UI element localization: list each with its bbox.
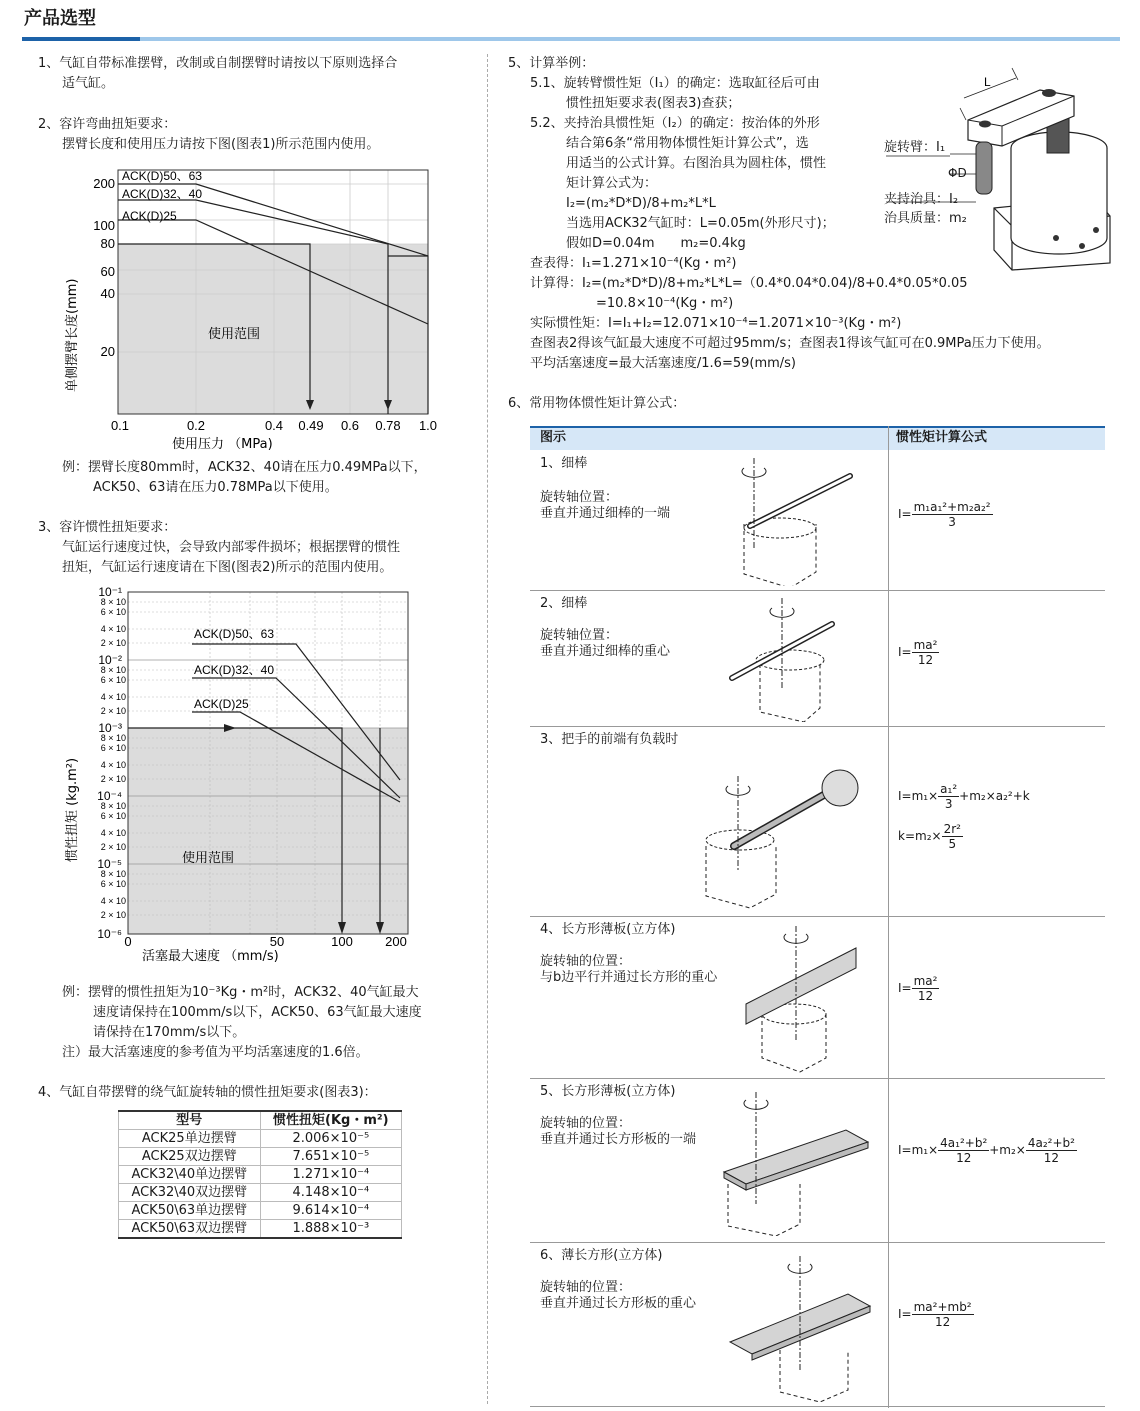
chart1-series-1: ACK(D)50、63 [122, 169, 203, 183]
svg-text:8 × 10: 8 × 10 [100, 801, 126, 811]
chart2-ytick-major: 10⁻² [98, 653, 122, 667]
svg-text:6 × 10: 6 × 10 [100, 675, 126, 685]
chart2-ytick-major: 10⁻⁵ [97, 857, 122, 871]
chart1-xtick: 0.1 [110, 418, 130, 433]
svg-text:8 × 10: 8 × 10 [100, 597, 126, 607]
table-row: 6、薄长方形(立方体) 旋转轴的位置： 垂直并通过长方形板的重心 I= $\frac{\text{ma²+mb²}}{12}$ [530, 1242, 1105, 1407]
section-2-desc: 摆臂长度和使用压力请按下图(图表1)所示范围内使用。 [62, 137, 380, 152]
svg-text:8 × 10: 8 × 10 [100, 869, 126, 879]
section-1-line2: 适气缸。 [62, 76, 115, 91]
example-1-line2: ACK50、63请在压力0.78MPa以下使用。 [93, 480, 338, 495]
chart1-xlabel: 使用压力 （MPa) [172, 437, 273, 452]
chart2-xtick: 50 [269, 934, 285, 949]
calc-line: 当选用ACK32气缸时：L=0.05m(外形尺寸)； [566, 216, 835, 231]
chart1-xtick: 0.2 [186, 418, 206, 433]
chart1-xtick: 1.0 [418, 418, 438, 433]
clamp-cylinder-illustration [884, 58, 1114, 278]
example-1-line1: 例：摆臂长度80mm时，ACK32、40请在压力0.49MPa以下， [62, 460, 427, 475]
chart2-series-2: ACK(D)32、40 [194, 663, 275, 677]
table-header: 惯性扭矩(Kg・m²) [260, 1111, 401, 1130]
chart2-ytick-major: 10⁻⁶ [97, 927, 122, 941]
chart2-ytick-major: 10⁻¹ [98, 585, 122, 599]
svg-text:6 × 10: 6 × 10 [100, 607, 126, 617]
svg-text:4 × 10: 4 × 10 [100, 692, 126, 702]
svg-text:2 × 10: 2 × 10 [100, 706, 126, 716]
calc-line: 计算得：I₂=(m₂*D*D)/8+m₂*L*L=（0.4*0.04*0.04)/8+0.4*0.05*0.05 [530, 276, 968, 291]
chart1-ytick: 80 [100, 236, 115, 251]
chart1-ytick: 40 [100, 286, 115, 301]
example-2-line1: 例：摆臂的惯性扭矩为10⁻³Kg・m²时，ACK32、40气缸最大 [62, 985, 419, 1000]
table-row: ACK32\40双边摆臂 4.148×10⁻⁴ [119, 1184, 402, 1202]
chart2-xtick: 200 [385, 934, 407, 949]
table-row: 2、细棒 旋转轴位置： 垂直并通过细棒的重心 I= $\frac{\text{ma²}}{12}$ [530, 590, 1105, 727]
table-header: 型号 [119, 1111, 261, 1130]
calc-line: 实际惯性矩：I=I₁+I₂=12.071×10⁻⁴=1.2071×10⁻³(Kg・m²) [530, 316, 902, 331]
section-6-title: 6、常用物体惯性矩计算公式： [508, 396, 686, 411]
calc-line: 查图表2得该气缸最大速度不可超过95mm/s；查图表1得该气缸可在0.9MPa压力下使用。 [530, 336, 1050, 351]
chart1-series-3: ACK(D)25 [122, 209, 177, 223]
calc-line: 用适当的公式计算。右图治具为圆柱体，惯性 [566, 156, 827, 171]
section-5-title: 5、计算举例： [508, 56, 595, 71]
chart2-series-1: ACK(D)50、63 [194, 627, 275, 641]
page-title: 产品选型 [24, 8, 96, 29]
header-rule [22, 37, 1120, 41]
svg-text:2 × 10: 2 × 10 [100, 774, 126, 784]
table-row: 1、细棒 旋转轴位置： 垂直并通过细棒的一端 I= $\frac{\text{m₁a₁²+m₂a₂²}}{3}$ [530, 450, 1105, 591]
example-2-line2: 速度请保持在100mm/s以下，ACK50、63气缸最大速度 [93, 1005, 422, 1020]
table-row: 4、长方形薄板(立方体) 旋转轴的位置： 与b边平行并通过长方形的重心 I= $\frac{\text{ma²}}{12}$ [530, 916, 1105, 1079]
thin-rod-end-figure [730, 454, 880, 586]
inertia-spec-table [118, 1110, 402, 1239]
chart1-ytick: 60 [100, 264, 115, 279]
svg-text:2 × 10: 2 × 10 [100, 910, 126, 920]
section-3-title: 3、容许惯性扭矩要求： [38, 520, 177, 535]
calc-line: I₂=(m₂*D*D)/8+m₂*L*L [566, 196, 716, 211]
svg-text:4 × 10: 4 × 10 [100, 828, 126, 838]
table-row: ACK32\40单边摆臂 1.271×10⁻⁴ [119, 1166, 402, 1184]
svg-text:2 × 10: 2 × 10 [100, 842, 126, 852]
rect-plate-center-figure [730, 922, 880, 1074]
section-3-line2: 气缸运行速度过快，会导致内部零件损坏；根据摆臂的惯性 [62, 540, 401, 555]
inertia-formula-table [530, 426, 1105, 1408]
chart1-xtick: 0.78 [375, 418, 401, 433]
chart1-xtick: 0.6 [340, 418, 360, 433]
chart2-zone: 使用范围 [182, 851, 235, 866]
label-arm: 旋转臂：I₁ [884, 140, 946, 155]
calc-line: 假如D=0.04m m₂=0.4kg [566, 236, 746, 251]
calc-line: 查表得：I₁=1.271×10⁻⁴(Kg・m²) [530, 256, 737, 271]
section-2-title: 2、容许弯曲扭矩要求： [38, 117, 177, 132]
column-divider [487, 54, 488, 1404]
chart1-ytick: 200 [93, 176, 115, 191]
chart1-ytick: 100 [93, 218, 115, 233]
chart1-zone: 使用范围 [208, 327, 261, 342]
calc-line: 平均活塞速度=最大活塞速度/1.6=59(mm/s) [530, 356, 797, 371]
svg-text:6 × 10: 6 × 10 [100, 811, 126, 821]
example-2-line3: 请保持在170mm/s以下。 [93, 1025, 246, 1040]
rect-plate-end-figure [720, 1086, 880, 1236]
label-mass: 治具质量：m₂ [884, 211, 967, 226]
svg-text:6 × 10: 6 × 10 [100, 743, 126, 753]
ftable-header: 图示 [540, 430, 567, 445]
table-row: ACK50\63双边摆臂 1.888×10⁻³ [119, 1220, 402, 1239]
calc-line: 结合第6条“常用物体惯性矩计算公式”，选 [566, 136, 809, 151]
section-3-line3: 扭矩，气缸运行速度请在下图(图表2)所示的范围内使用。 [62, 560, 393, 575]
calc-line: 矩计算公式为： [566, 176, 658, 191]
chart2-series-3: ACK(D)25 [194, 697, 249, 711]
bending-torque-chart [60, 160, 460, 455]
label-fixture: 夹持治具：I₂ [884, 192, 959, 207]
svg-text:8 × 10: 8 × 10 [100, 733, 126, 743]
chart1-ytick: 20 [100, 344, 115, 359]
svg-text:2 × 10: 2 × 10 [100, 638, 126, 648]
label-phi-d: ΦD [948, 166, 967, 180]
table-row: ACK25单边摆臂 2.006×10⁻⁵ [119, 1130, 402, 1148]
chart2-xtick: 100 [331, 934, 353, 949]
table-row: ACK25双边摆臂 7.651×10⁻⁵ [119, 1148, 402, 1166]
svg-text:4 × 10: 4 × 10 [100, 624, 126, 634]
chart2-ylabel: 惯性扭矩 (kg.m²) [65, 757, 80, 862]
ftable-header: 惯性矩计算公式 [896, 430, 988, 445]
note: 注）最大活塞速度的参考值为平均活塞速度的1.6倍。 [62, 1045, 369, 1060]
section-1-line1: 1、气缸自带标准摆臂，改制或自制摆臂时请按以下原则选择合 [38, 56, 398, 71]
calc-line: 5.1、旋转臂惯性矩（I₁）的确定：选取缸径后可由 [530, 76, 820, 91]
chart1-xtick: 0.49 [298, 418, 324, 433]
handle-load-figure [700, 736, 886, 912]
chart2-ytick-major: 10⁻⁴ [97, 789, 122, 803]
table-row: 3、把手的前端有负载时 I=m₁× $\frac{\text{a₁²}}{3}$ +m₂×a₂²+k k=m₂× $\frac{\text{2r²}}{5}$ [530, 726, 1105, 917]
chart2-xtick: 0 [124, 934, 132, 949]
inertia-torque-chart [60, 580, 420, 968]
svg-text:6 × 10: 6 × 10 [100, 879, 126, 889]
svg-text:4 × 10: 4 × 10 [100, 760, 126, 770]
thin-rod-center-figure [720, 594, 880, 722]
chart2-xlabel: 活塞最大速度 （mm/s) [142, 949, 279, 964]
label-L: L [984, 75, 991, 89]
calc-line: 惯性扭矩要求表(图表3)查获； [566, 96, 741, 111]
calc-line: 5.2、夹持治具惯性矩（I₂）的确定：按治体的外形 [530, 116, 820, 131]
chart2-ytick-major: 10⁻³ [98, 721, 122, 735]
thin-rect-center-figure [720, 1250, 880, 1402]
section-4-title: 4、气缸自带摆臂的绕气缸旋转轴的惯性扭矩要求(图表3)： [38, 1085, 377, 1100]
svg-text:8 × 10: 8 × 10 [100, 665, 126, 675]
chart1-ylabel: 单侧摆臂长度(mm) [65, 278, 80, 392]
table-row: ACK50\63单边摆臂 9.614×10⁻⁴ [119, 1202, 402, 1220]
table-row: 5、长方形薄板(立方体) 旋转轴的位置： 垂直并通过长方形板的一端 I=m₁× $\frac{\text{4a₁²+b²}}{12}$ +m₂× $\frac{\text{4a₂²+b²}}{12}$ [530, 1078, 1105, 1243]
svg-text:4 × 10: 4 × 10 [100, 896, 126, 906]
calc-line: =10.8×10⁻⁴(Kg・m²) [596, 296, 734, 311]
chart1-xtick: 0.4 [264, 418, 284, 433]
chart1-series-2: ACK(D)32、40 [122, 187, 203, 201]
